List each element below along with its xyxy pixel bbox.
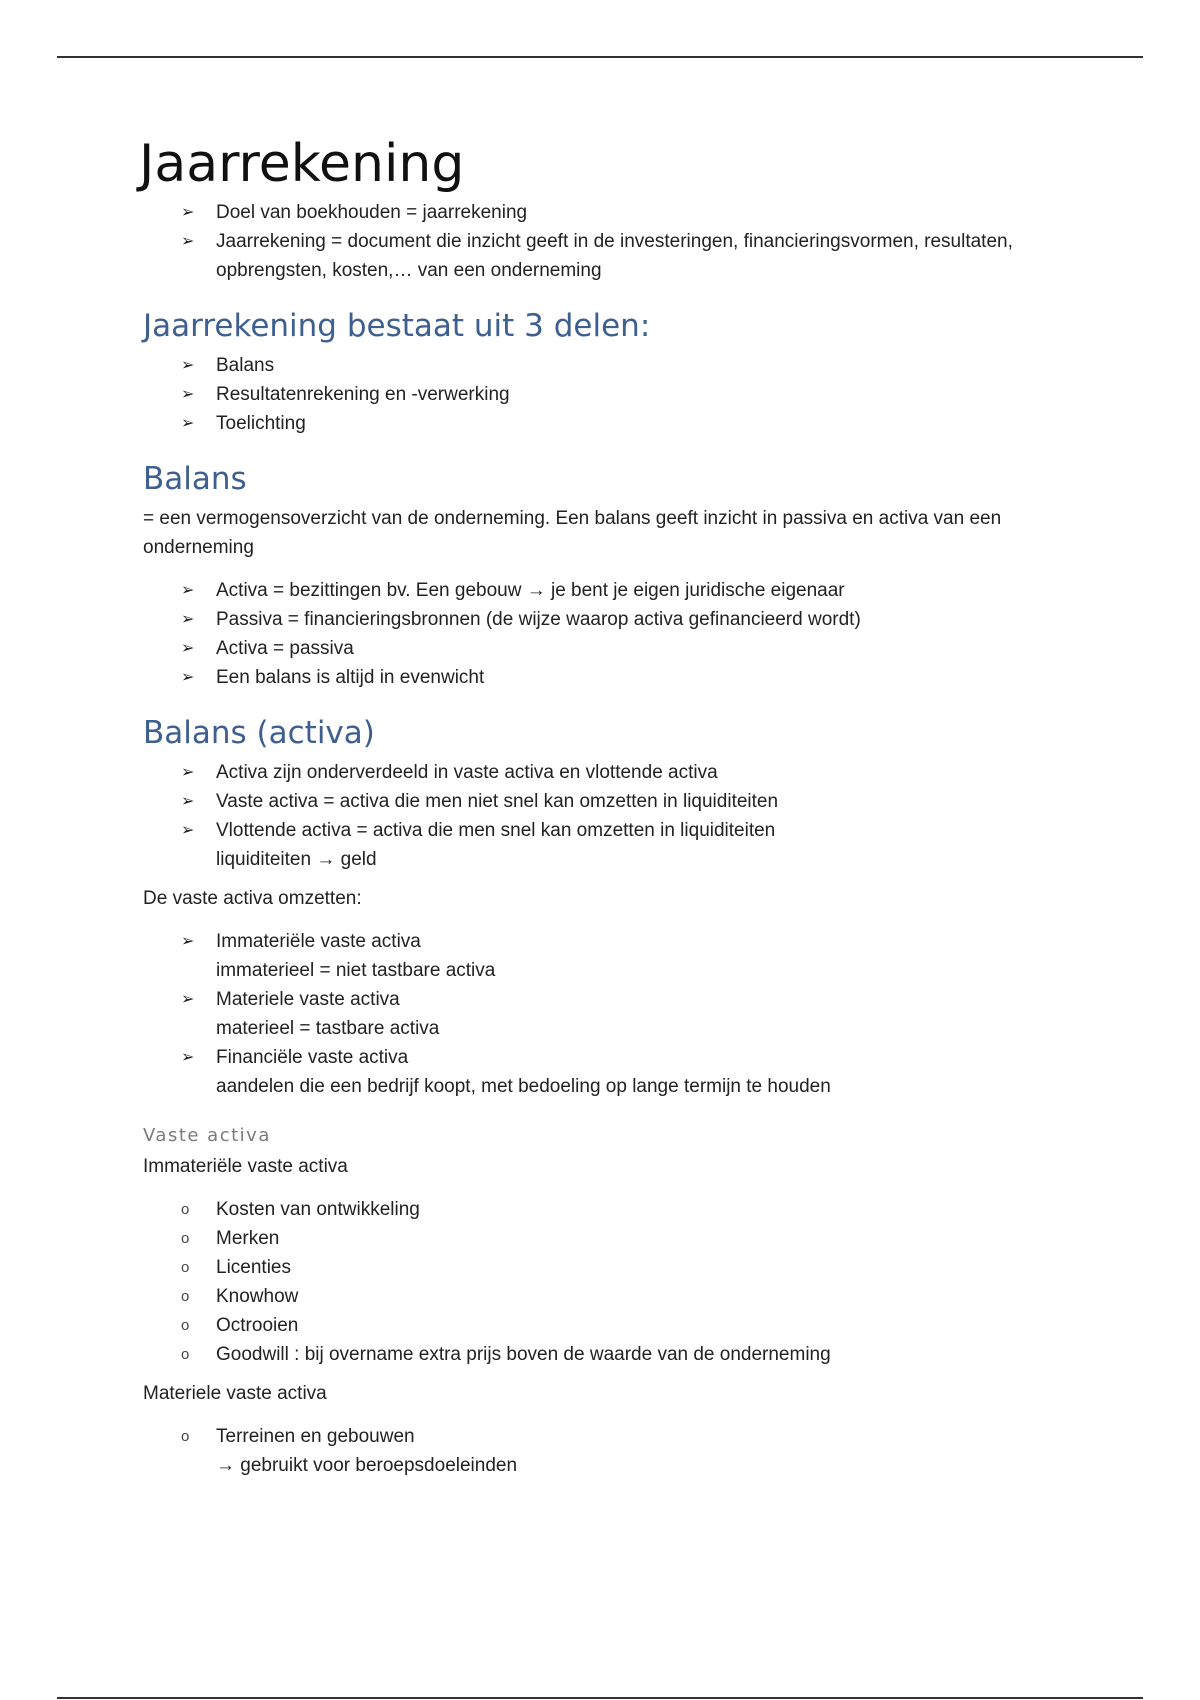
list-item: o Goodwill : bij overname extra prijs boven de waarde van de onderneming	[143, 1340, 1103, 1369]
list-item-sub: materieel = tastbare activa	[216, 1018, 440, 1040]
intro-list	[143, 198, 1103, 285]
list-item: o Octrooien	[143, 1311, 1103, 1340]
arrow-bullet-icon: ➢	[181, 357, 195, 375]
list-item: ➢ Financiële vaste activa aandelen die een bedrijf koopt, met bedoeling op lange termijn te houden	[143, 1043, 1103, 1101]
page-title: Jaarrekening	[139, 134, 465, 194]
arrow-bullet-icon: ➢	[181, 415, 195, 433]
arrow-bullet-icon: ➢	[181, 204, 195, 221]
list-item: ➢ Passiva = financieringsbronnen (de wijze waarop activa gefinancieerd wordt)	[143, 605, 1103, 634]
header-rule	[57, 56, 1143, 58]
materieel-list	[143, 1422, 1103, 1480]
heading-balans-activa: Balans (activa)	[143, 715, 375, 752]
list-item-sub: immaterieel = niet tastbare activa	[216, 960, 496, 982]
arrow-bullet-icon: ➢	[181, 793, 195, 811]
arrow-bullet-icon: ➢	[181, 764, 195, 782]
list-item: ➢ Activa = bezittingen bv. Een gebouw → je bent je eigen juridische eigenaar	[143, 576, 1103, 605]
list-item: ➢ Materiele vaste activa materieel = tastbare activa	[143, 985, 1103, 1043]
heading-delen: Jaarrekening bestaat uit 3 delen:	[143, 308, 651, 344]
list-item: ➢ Toelichting	[143, 409, 1103, 438]
list-item-sub: aandelen die een bedrijf koopt, met bedoeling op lange termijn te houden	[216, 1076, 831, 1098]
list-item: o Terreinen en gebouwen → gebruikt voor beroepsdoeleinden	[143, 1422, 1103, 1480]
list-item: ➢ Activa zijn onderverdeeld in vaste activa en vlottende activa	[143, 758, 1103, 787]
omzetten-label: De vaste activa omzetten:	[143, 888, 362, 910]
circle-bullet-icon: o	[181, 1317, 190, 1335]
immaterieel-list	[143, 1195, 1103, 1369]
list-item: o Licenties	[143, 1253, 1103, 1282]
list-item: ➢ Resultatenrekening en -verwerking	[143, 380, 1103, 409]
immaterieel-label: Immateriële vaste activa	[143, 1156, 348, 1178]
list-item: ➢ Activa = passiva	[143, 634, 1103, 663]
materieel-label: Materiele vaste activa	[143, 1383, 327, 1405]
delen-list	[143, 351, 1103, 438]
arrow-bullet-icon: ➢	[181, 611, 195, 629]
circle-bullet-icon: o	[181, 1259, 190, 1277]
list-item-sub: liquiditeiten → geld	[216, 849, 377, 871]
list-item: o Knowhow	[143, 1282, 1103, 1311]
arrow-bullet-icon: ➢	[181, 1049, 195, 1067]
arrow-bullet-icon: ➢	[181, 640, 195, 658]
heading-balans: Balans	[143, 461, 247, 498]
arrow-bullet-icon: ➢	[181, 822, 195, 840]
arrow-bullet-icon: ➢	[181, 669, 195, 687]
heading-vaste-activa: Vaste activa	[143, 1125, 271, 1147]
list-item: ➢ Balans	[143, 351, 1103, 380]
list-item: o Merken	[143, 1224, 1103, 1253]
circle-bullet-icon: o	[181, 1230, 190, 1248]
circle-bullet-icon: o	[181, 1201, 190, 1219]
balans-list	[143, 576, 1103, 692]
list-item: ➢ Vaste activa = activa die men niet snel kan omzetten in liquiditeiten	[143, 787, 1103, 816]
arrow-bullet-icon: ➢	[181, 233, 195, 250]
arrow-bullet-icon: ➢	[181, 582, 195, 600]
arrow-bullet-icon: ➢	[181, 991, 195, 1009]
list-item: o Kosten van ontwikkeling	[143, 1195, 1103, 1224]
list-item: ➢ Jaarrekening = document die inzicht geeft in de investeringen, financieringsvormen, resultaten, opbrengsten, kosten,… van een onderneming	[143, 227, 1103, 285]
balans-definition: = een vermogensoverzicht van de onderneming. Een balans geeft inzicht in passiva en activa van een onderneming	[143, 508, 1002, 559]
arrow-bullet-icon: ➢	[181, 386, 195, 404]
arrow-bullet-icon: ➢	[181, 933, 195, 951]
list-item: ➢ Vlottende activa = activa die men snel kan omzetten in liquiditeiten liquiditeiten → geld	[143, 816, 1103, 874]
activa-list	[143, 758, 1103, 874]
list-item-sub: → gebruikt voor beroepsdoeleinden	[216, 1455, 518, 1477]
footer-rule	[57, 1697, 1143, 1699]
list-item: ➢ Doel van boekhouden = jaarrekening	[143, 198, 1103, 227]
omzetten-list	[143, 927, 1103, 1101]
list-item: ➢ Immateriële vaste activa immaterieel = niet tastbare activa	[143, 927, 1103, 985]
document-body	[139, 134, 1103, 1490]
circle-bullet-icon: o	[181, 1428, 190, 1446]
circle-bullet-icon: o	[181, 1288, 190, 1306]
list-item: ➢ Een balans is altijd in evenwicht	[143, 663, 1103, 692]
circle-bullet-icon: o	[181, 1346, 190, 1364]
